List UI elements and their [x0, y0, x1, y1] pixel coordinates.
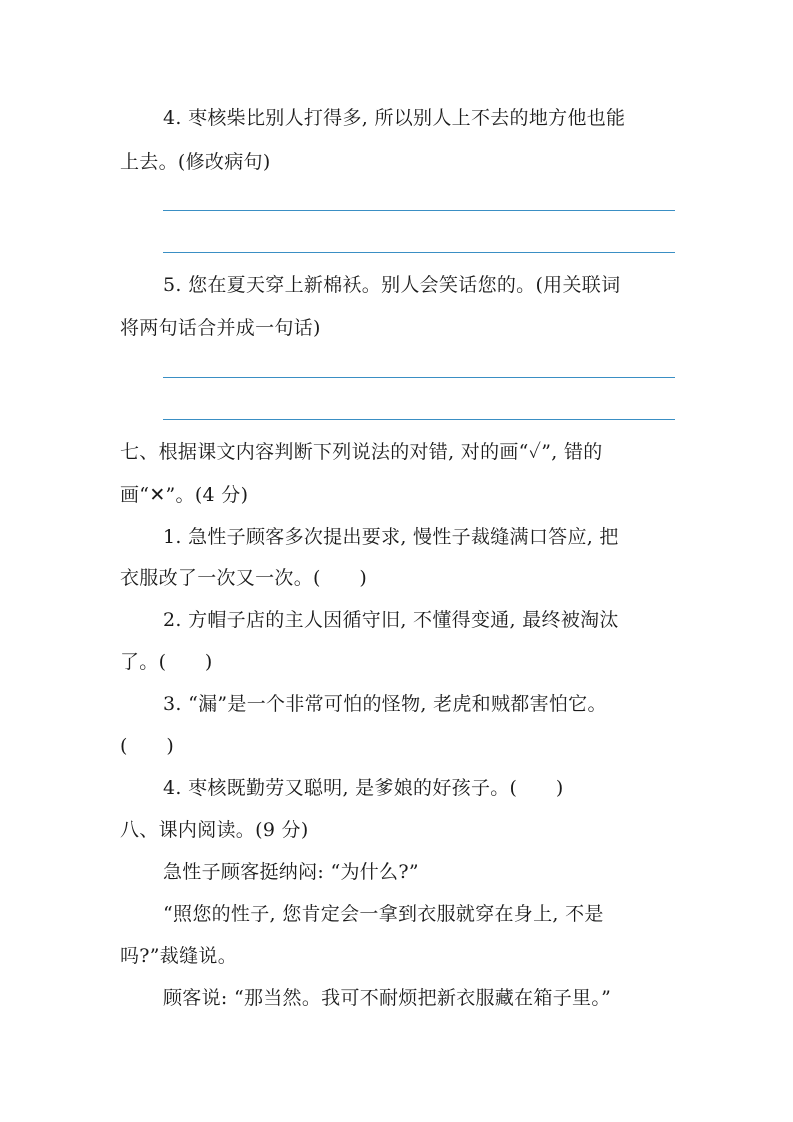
reading-paragraph-2-cont: 吗?”裁缝说。: [120, 945, 238, 967]
statement-1-cont[interactable]: 衣服改了一次又一次。( ): [120, 567, 368, 589]
statement-2-cont[interactable]: 了。( ): [120, 651, 213, 673]
statement-3-cont[interactable]: ( ): [120, 735, 175, 757]
answer-line[interactable]: [163, 419, 675, 420]
section-7-heading-end: ”, 错的: [541, 441, 603, 463]
statement-2: 2. 方帽子店的主人因循守旧, 不懂得变通, 最终被淘汰: [163, 609, 619, 631]
section-7-heading: [120, 439, 680, 465]
question-5-text-cont: 将两句话合并成一句话): [120, 317, 321, 339]
answer-line[interactable]: [163, 377, 675, 378]
reading-paragraph-1: 急性子顾客挺纳闷: “为什么?”: [163, 861, 419, 883]
statement-3: 3. “漏”是一个非常可怕的怪物, 老虎和贼都害怕它。: [163, 693, 607, 715]
answer-line[interactable]: [163, 210, 675, 211]
reading-paragraph-2: “照您的性子, 您肯定会一拿到衣服就穿在身上, 不是: [163, 903, 604, 925]
answer-line[interactable]: [163, 252, 675, 253]
question-4-text-cont: 上去。(修改病句): [120, 151, 271, 173]
section-7-heading-cont: 画“✕”。(4 分): [120, 484, 249, 506]
section-8-heading: 八、课内阅读。(9 分): [120, 819, 309, 841]
check-mark-icon: ✓: [528, 441, 542, 463]
reading-paragraph-3: 顾客说: “那当然。我可不耐烦把新衣服藏在箱子里。”: [163, 987, 612, 1009]
statement-4[interactable]: 4. 枣核既勤劳又聪明, 是爹娘的好孩子。( ): [163, 777, 564, 799]
section-7-heading-text: 七、根据课文内容判断下列说法的对错, 对的画“: [120, 441, 529, 463]
statement-1: 1. 急性子顾客多次提出要求, 慢性子裁缝满口答应, 把: [163, 526, 619, 548]
question-4-text: 4. 枣核柴比别人打得多, 所以别人上不去的地方他也能: [163, 107, 626, 129]
question-5-text: 5. 您在夏天穿上新棉袄。别人会笑话您的。(用关联词: [163, 274, 621, 296]
